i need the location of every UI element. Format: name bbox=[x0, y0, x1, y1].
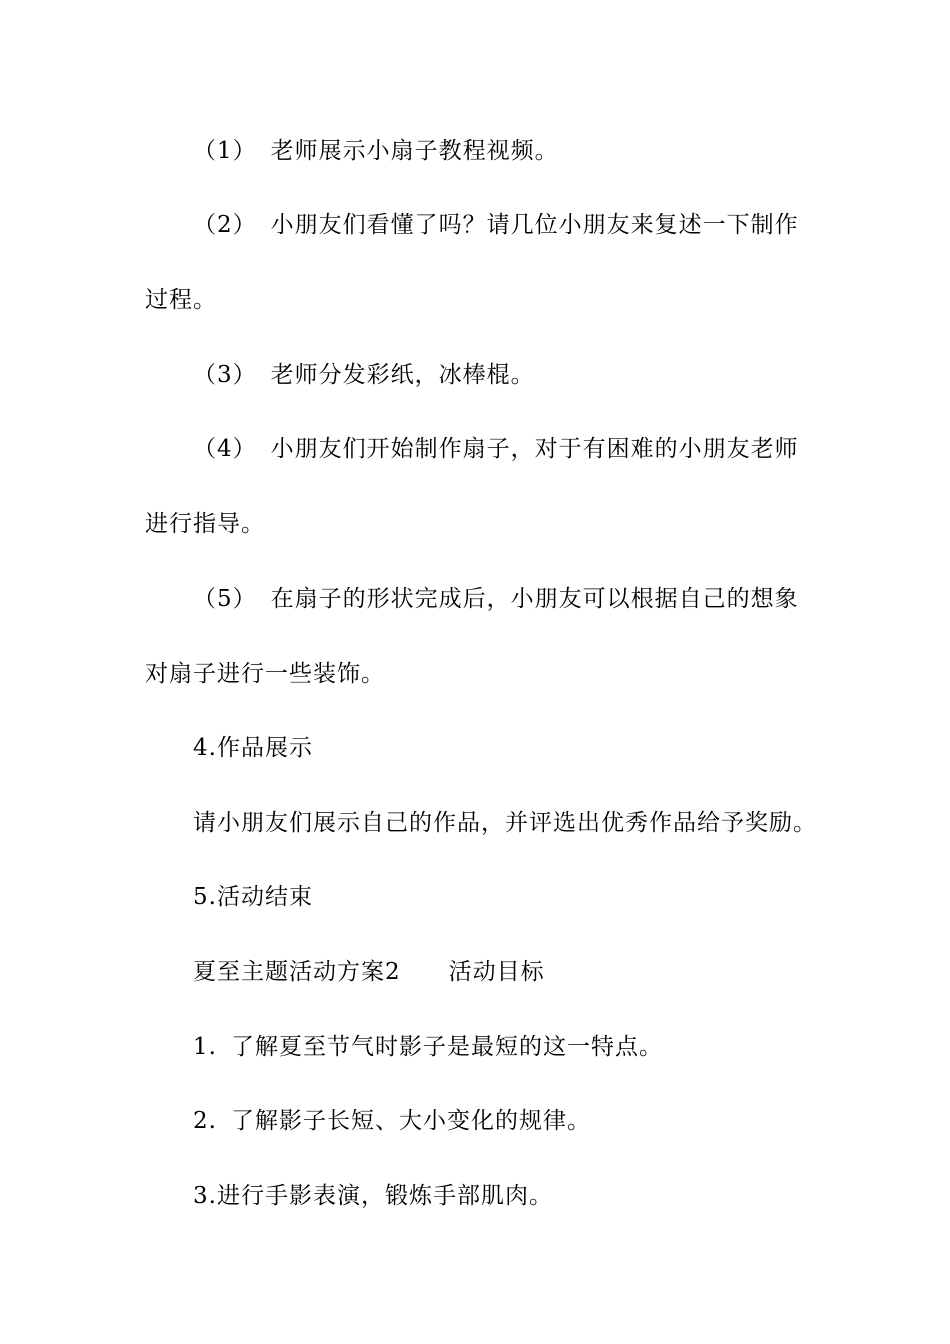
plan-2-subtitle: 活动目标 bbox=[448, 959, 545, 985]
step-1 bbox=[193, 136, 559, 166]
step-number: （5） bbox=[193, 586, 257, 612]
section-4-heading: 4.作品展示 bbox=[193, 735, 313, 761]
step-number: （2） bbox=[193, 212, 257, 238]
step-3 bbox=[193, 360, 535, 390]
step-text: 小朋友们看懂了吗？请几位小朋友来复述一下制作 bbox=[270, 212, 799, 238]
step-text: 老师分发彩纸，冰棒棍。 bbox=[270, 362, 535, 388]
goal-text: 了解影子长短、大小变化的规律。 bbox=[230, 1108, 591, 1134]
step-text: 在扇子的形状完成后，小朋友可以根据自己的想象 bbox=[270, 586, 799, 612]
plan-2-heading bbox=[193, 957, 545, 987]
step-text: 小朋友们开始制作扇子，对于有困难的小朋友老师 bbox=[270, 436, 799, 462]
step-number: （4） bbox=[193, 436, 257, 462]
section-4-body: 请小朋友们展示自己的作品，并评选出优秀作品给予奖励。 bbox=[193, 810, 817, 836]
goal-number: 3. bbox=[193, 1183, 217, 1209]
step-5 bbox=[193, 584, 799, 614]
step-4-continuation: 进行指导。 bbox=[145, 511, 265, 537]
goal-2 bbox=[193, 1106, 591, 1136]
goal-3 bbox=[193, 1181, 553, 1211]
goal-number: 2. bbox=[193, 1108, 217, 1134]
goal-1 bbox=[193, 1032, 663, 1062]
goal-text: 了解夏至节气时影子是最短的这一特点。 bbox=[230, 1034, 663, 1060]
step-4 bbox=[193, 434, 799, 464]
step-2-continuation: 过程。 bbox=[145, 287, 217, 313]
step-5-continuation: 对扇子进行一些装饰。 bbox=[145, 661, 385, 687]
step-number: （1） bbox=[193, 138, 257, 164]
goal-number: 1. bbox=[193, 1034, 217, 1060]
goal-text: 进行手影表演，锻炼手部肌肉。 bbox=[216, 1183, 553, 1209]
step-2 bbox=[193, 210, 799, 240]
step-number: （3） bbox=[193, 362, 257, 388]
plan-2-title: 夏至主题活动方案2 bbox=[193, 959, 401, 985]
step-text: 老师展示小扇子教程视频。 bbox=[270, 138, 559, 164]
section-5-heading: 5.活动结束 bbox=[193, 884, 313, 910]
